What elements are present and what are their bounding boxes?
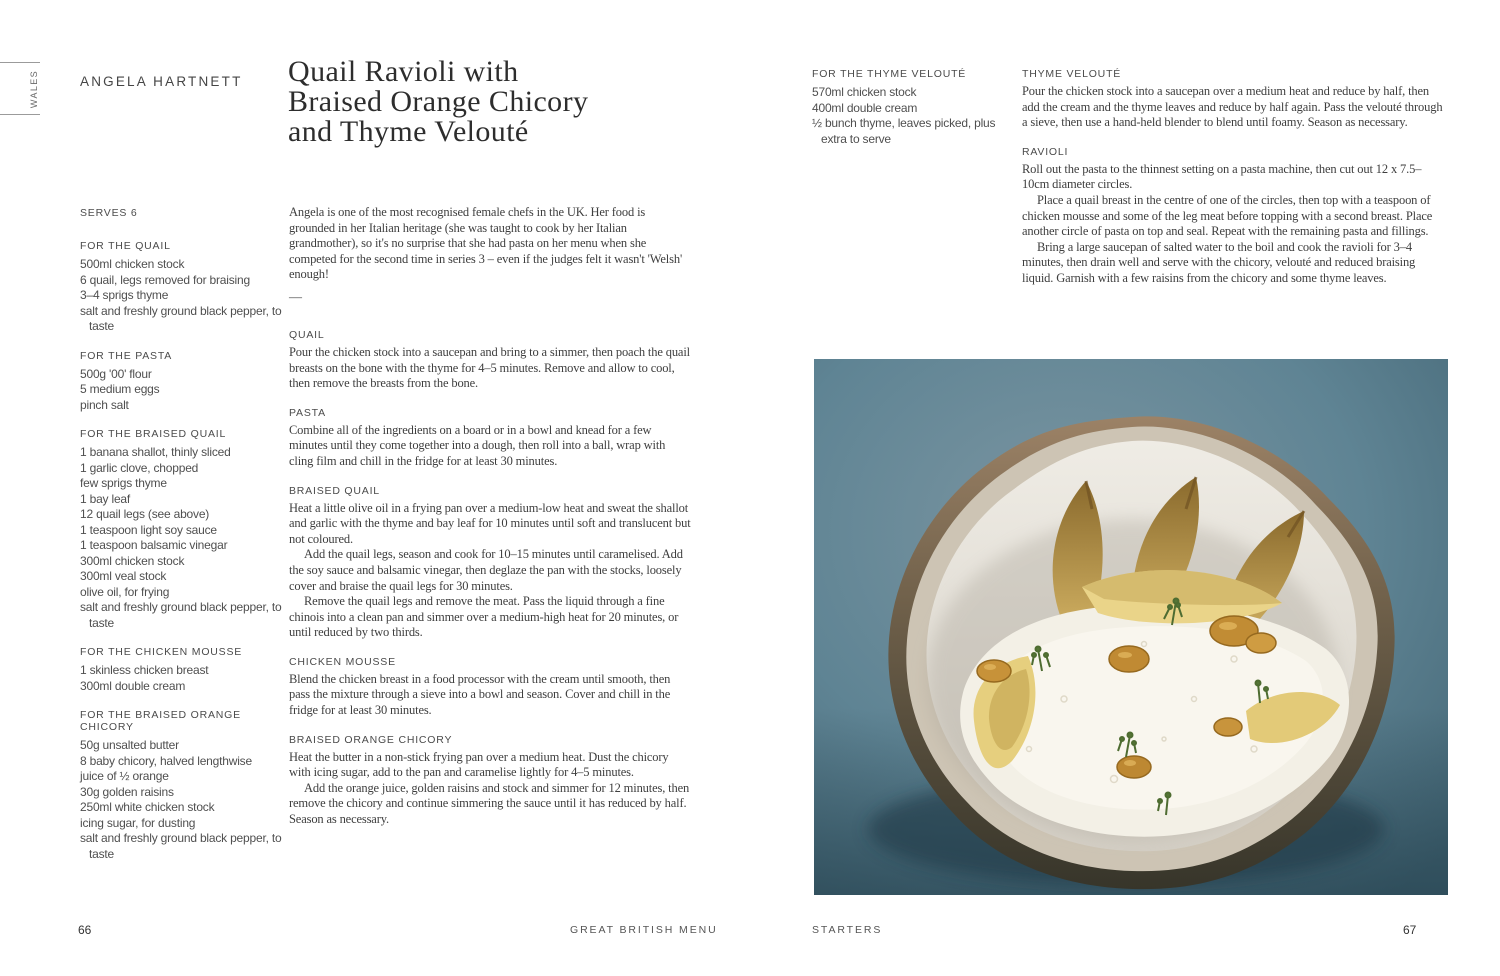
method-section-braised-quail [289,485,691,641]
ingredient-item: 1 teaspoon light soy sauce [80,522,217,537]
ingredient-section-orange-chicory [80,709,285,862]
method-section-pasta [289,407,691,470]
method-paragraph: Remove the quail legs and remove the meat. Pass the liquid through a fine chinois into a clean pan and simmer over a medium-high heat for 20 minutes, or until reduced by two thirds. [289,594,679,640]
method-column-left [289,205,691,843]
method-paragraph: Heat a little olive oil in a frying pan over a medium-low heat and sweat the shallot and garlic with the thyme and bay leaf for 10 minutes until soft and translucent but not coloured. [289,500,691,546]
method-body [289,423,691,470]
chef-name: ANGELA HARTNETT [80,74,243,89]
recipe-intro: Angela is one of the most recognised female chefs in the UK. Her food is grounded in her Italian heritage (she was taught to cook by her Italian grandmother), so it's no surprise that she had pasta on her menu when she competed for the second time in series 3 – even if the judges felt it wasn't 'Welsh' enough! [289,205,683,282]
ingredient-item: juice of ½ orange [80,769,169,783]
ingredient-item: 30g golden raisins [80,784,174,799]
ingredient-item: 300ml chicken stock [80,553,185,568]
region-tab-label: WALES [29,69,39,108]
method-heading: BRAISED QUAIL [289,484,380,497]
region-tab [0,62,40,115]
footer-section: STARTERS [812,924,883,936]
ingredient-item: 6 quail, legs removed for braising [80,272,250,287]
ingredient-item: 5 medium eggs [80,382,160,396]
method-body [1022,84,1444,131]
ingredient-item: 300ml veal stock [80,569,167,583]
ingredient-section-quail [80,240,285,335]
method-heading: CHICKEN MOUSSE [289,655,396,668]
ingredient-section-braised-quail [80,428,285,631]
method-body [289,345,691,392]
ingredient-section-pasta [80,350,285,414]
method-paragraph: Add the quail legs, season and cook for 10–15 minutes until caramelised. Add the soy sauce and balsamic vinegar, then deglaze the pan with the stocks, loosely cover and braise the quail legs for 30 minutes. [289,547,683,593]
ingredient-item: 1 garlic clove, chopped [80,460,199,475]
method-body [1022,162,1444,287]
ingredient-list [80,367,285,414]
serves-label: SERVES 6 [80,207,138,219]
ingredient-heading: FOR THE THYME VELOUTÉ [812,68,967,80]
ingredient-item: salt and freshly ground black pepper, to taste [80,831,282,861]
method-heading: THYME VELOUTÉ [1022,68,1122,80]
footer-book-title: GREAT BRITISH MENU [570,924,718,936]
method-section-thyme-veloute [1022,68,1444,131]
ingredient-item: 8 baby chicory, halved lengthwise [80,753,252,768]
ingredient-item: 250ml white chicken stock [80,800,215,814]
method-body [289,672,691,719]
ingredient-item: icing sugar, for dusting [80,815,196,830]
ingredient-item: salt and freshly ground black pepper, to taste [80,303,282,333]
method-paragraph: Roll out the pasta to the thinnest setting on a pasta machine, then cut out 12 x 7.5–10cm diameter circles. [1022,161,1422,192]
method-heading: QUAIL [289,328,325,341]
ingredients-column-left [80,207,285,877]
ingredient-item: pinch salt [80,397,129,412]
intro-divider: — [289,288,302,304]
ingredient-section-chicken-mousse [80,646,285,694]
recipe-title [288,57,588,147]
ingredient-list [80,445,285,631]
recipe-title-line: and Thyme Velouté [288,115,529,148]
ingredient-heading: FOR THE BRAISED ORANGE CHICORY [80,709,241,733]
ingredient-item: 50g unsalted butter [80,738,179,752]
method-body [289,501,691,641]
method-paragraph: Blend the chicken breast in a food processor with the cream until smooth, then pass the mixture through a sieve into a bowl and season. Cover and chill in the fridge for at least 30 minutes. [289,671,671,718]
method-section-orange-chicory [289,734,691,828]
ingredient-list [80,738,285,862]
ingredient-item: 500ml chicken stock [80,257,185,271]
ingredient-item: 400ml double cream [812,100,918,115]
ingredient-list [80,663,285,694]
method-paragraph: Combine all of the ingredients on a board or in a bowl and knead for a few minutes until they come together into a dough, then roll into a ball, wrap with cling film and chill in the fridge for at least 30 minutes. [289,422,666,468]
ingredient-heading: FOR THE CHICKEN MOUSSE [80,646,243,658]
method-section-ravioli [1022,146,1444,287]
ingredient-item: 1 teaspoon balsamic vinegar [80,538,228,552]
ingredient-heading: FOR THE PASTA [80,349,173,362]
method-paragraph: Heat the butter in a non-stick frying pan over a medium heat. Dust the chicory with icing sugar, add to the pan and caramelise lightly for 4–5 minutes. [289,749,669,780]
method-heading: RAVIOLI [1022,145,1069,158]
ingredient-item: few sprigs thyme [80,476,167,490]
method-body [289,750,691,828]
ingredient-item: 1 skinless chicken breast [80,663,209,677]
recipe-title-line: Quail Ravioli with [288,55,519,88]
ingredient-item: 1 banana shallot, thinly sliced [80,445,231,459]
dish-photo [814,359,1448,895]
ingredient-heading: FOR THE BRAISED QUAIL [80,428,227,440]
ingredient-list [812,85,1017,147]
ingredients-column-right [812,68,1017,162]
method-heading: BRAISED ORANGE CHICORY [289,733,453,746]
method-paragraph: Pour the chicken stock into a saucepan and bring to a simmer, then poach the quail breasts on the bone with the thyme for 4–5 minutes. Remove and allow to cool, then remove the breasts from the bone. [289,344,690,391]
ingredient-list [80,257,285,335]
method-heading: PASTA [289,406,326,419]
recipe-title-line: Braised Orange Chicory [288,85,589,118]
method-section-chicken-mousse [289,656,691,719]
ingredient-item: olive oil, for frying [80,584,170,599]
method-paragraph: Pour the chicken stock into a saucepan over a medium heat and reduce by half, then add the cream and the thyme leaves and reduce by half again. Pass the velouté through a sieve, then use a hand-held blender to blend until foamy. Season as necessary. [1022,84,1443,130]
ingredient-heading: FOR THE QUAIL [80,240,171,252]
page-number-right: 67 [1403,923,1417,937]
ingredient-item: 12 quail legs (see above) [80,507,210,521]
page-number-left: 66 [78,923,92,937]
method-paragraph: Place a quail breast in the centre of one of the circles, then top with a teaspoon of chicken mousse and some of the leg meat before topping with a second breast. Place another circle of pasta on top and seal. Repeat with the remaining pasta and fillings. [1022,192,1433,239]
method-paragraph: Bring a large saucepan of salted water to the boil and cook the ravioli for 3–4 minutes, then drain well and serve with the chicory, velouté and reduced braising liquid. Garnish with a few raisins from the chicory and some thyme leaves. [1022,239,1416,285]
method-section-quail [289,329,691,392]
ingredient-item: 1 bay leaf [80,491,131,506]
ingredient-item: 300ml double cream [80,678,186,693]
ingredient-item: salt and freshly ground black pepper, to taste [80,600,282,630]
ingredient-section-thyme-veloute [812,68,1017,147]
method-paragraph: Add the orange juice, golden raisins and stock and simmer for 12 minutes, then remove the chicory and continue simmering the sauce until it has reduced by half. Season as necessary. [289,780,690,827]
ingredient-item: 500g '00' flour [80,366,152,381]
method-column-right [1022,68,1444,302]
ingredient-item: 3–4 sprigs thyme [80,288,169,302]
ingredient-item: ½ bunch thyme, leaves picked, plus extra to serve [812,116,996,146]
ingredient-item: 570ml chicken stock [812,85,917,99]
